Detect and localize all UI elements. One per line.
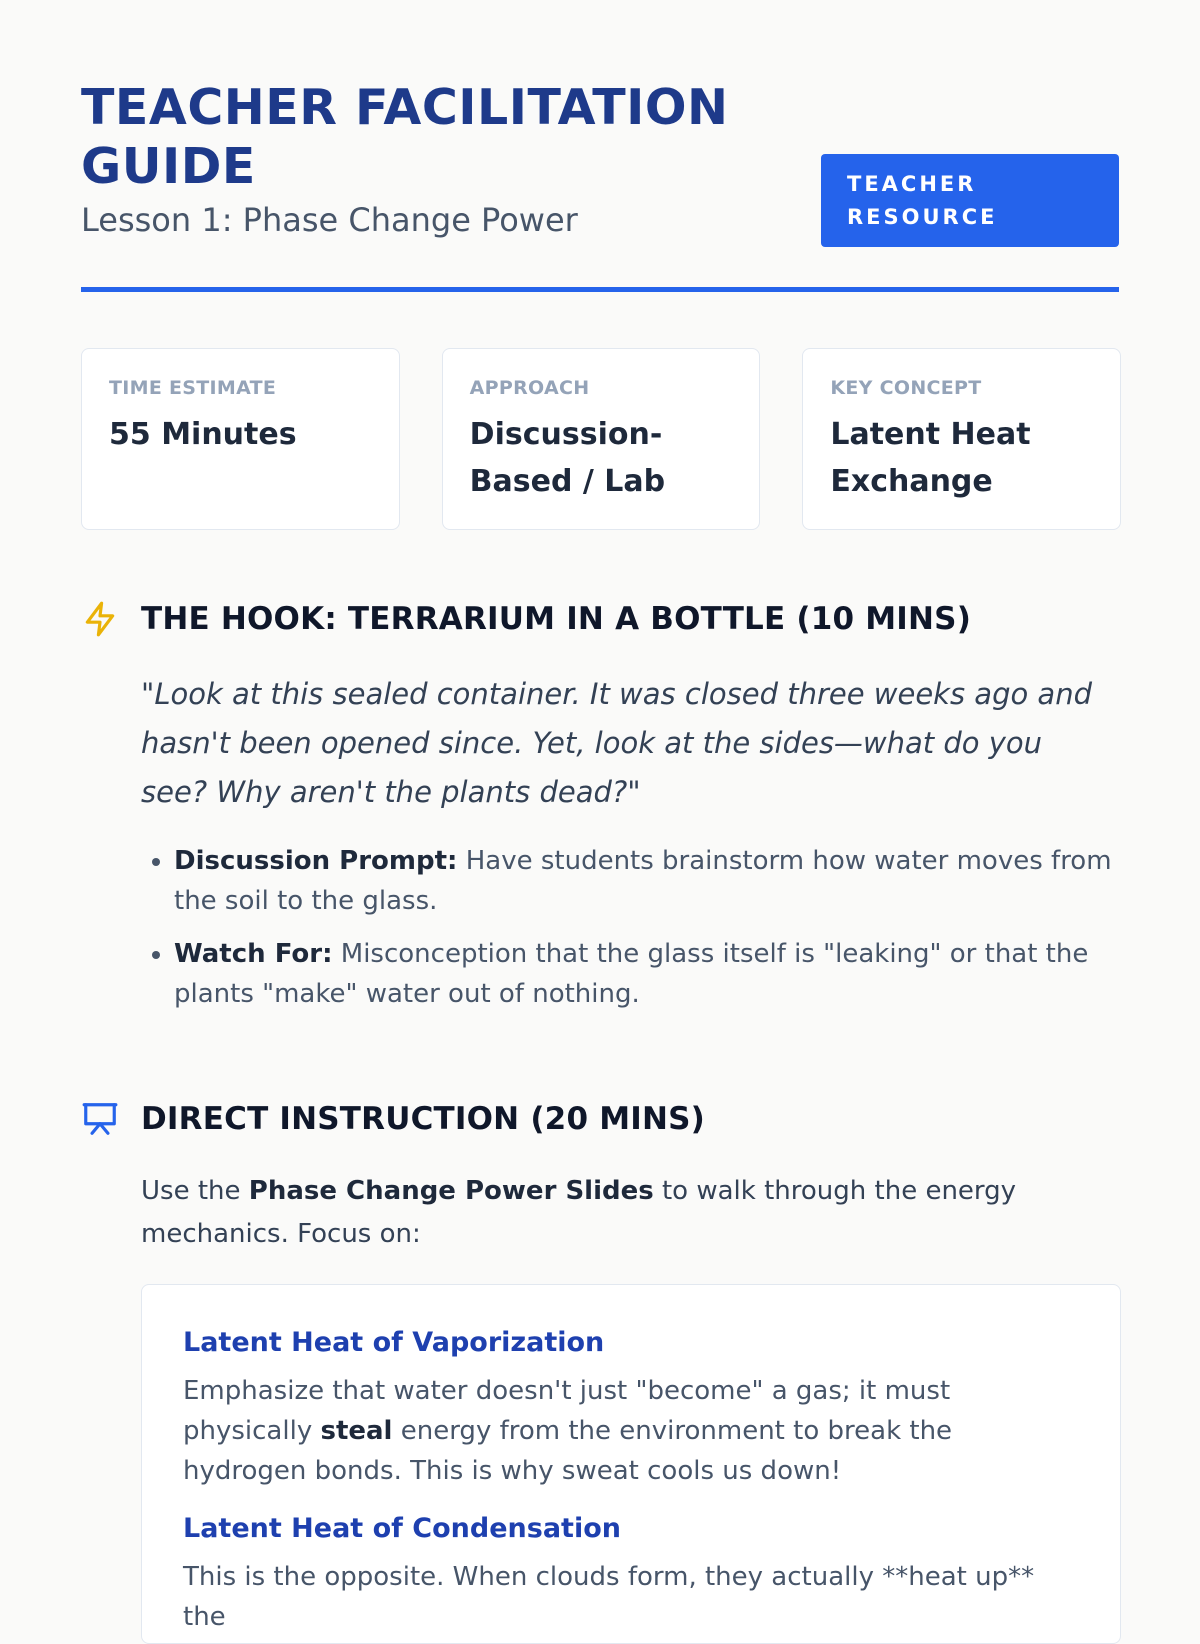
hook-quote: "Look at this sealed container. It was closed three weeks ago and hasn't been opened since. Yet, look at the sides—what do you see? Why aren't the plants dead?" xyxy=(141,677,1092,809)
instruction-intro xyxy=(141,1170,1121,1256)
info-card-concept xyxy=(802,348,1121,530)
focus-text-part: This is the opposite. When clouds form, they actually **heat up** the xyxy=(183,1562,1035,1632)
hook-section-header xyxy=(81,600,971,638)
presentation-icon xyxy=(81,1100,119,1138)
info-card-time xyxy=(81,348,400,530)
instruction-section-header xyxy=(81,1100,705,1138)
hook-section-title: THE HOOK: TERRARIUM IN A BOTTLE (10 MINS) xyxy=(141,601,972,637)
page-subtitle: Lesson 1: Phase Change Power xyxy=(81,201,578,239)
focus-details-box xyxy=(141,1284,1121,1644)
lightning-icon xyxy=(81,600,119,638)
bullet-text: Misconception that the glass itself is "leaking" or that the plants "make" water out of nothing. xyxy=(174,939,1089,1009)
card-value: 55 Minutes xyxy=(109,417,297,452)
list-item xyxy=(174,934,1121,1014)
focus-text-bold: steal xyxy=(320,1416,393,1446)
focus-heading-vaporization: Latent Heat of Vaporization xyxy=(183,1327,605,1358)
info-card-approach xyxy=(442,348,761,530)
focus-heading-condensation: Latent Heat of Condensation xyxy=(183,1513,621,1544)
page-header xyxy=(81,0,1119,239)
info-cards xyxy=(81,348,1121,530)
bullet-text: Have students brainstorm how water moves from the soil to the glass. xyxy=(174,846,1112,916)
intro-text-end: to walk through the energy mechanics. Focus on: xyxy=(141,1176,1017,1249)
teacher-resource-badge: TEACHER RESOURCE xyxy=(821,154,1119,247)
page-title: TEACHER FACILITATION GUIDE xyxy=(81,79,729,195)
slides-reference: Phase Change Power Slides xyxy=(248,1176,654,1206)
focus-text-condensation xyxy=(183,1557,1079,1637)
hook-bullet-list xyxy=(141,841,1121,1027)
focus-text-part: Emphasize that water doesn't just "become" a gas; it must physically xyxy=(183,1376,951,1446)
bullet-label: Discussion Prompt: xyxy=(174,846,458,876)
bullet-label: Watch For: xyxy=(174,939,333,969)
card-label: TIME ESTIMATE xyxy=(109,377,277,399)
instruction-section-title: DIRECT INSTRUCTION (20 MINS) xyxy=(141,1101,706,1137)
list-item xyxy=(174,841,1121,921)
focus-text-part-end: energy from the environment to break the hydrogen bonds. This is why sweat cools us down! xyxy=(183,1416,953,1486)
card-label: APPROACH xyxy=(469,377,590,399)
card-value: Latent Heat Exchange xyxy=(830,417,1031,499)
header-divider xyxy=(81,287,1119,292)
card-value: Discussion-Based / Lab xyxy=(469,417,666,499)
focus-text-vaporization xyxy=(183,1371,1079,1491)
intro-text: Use the xyxy=(141,1176,249,1206)
card-label: KEY CONCEPT xyxy=(830,377,982,399)
